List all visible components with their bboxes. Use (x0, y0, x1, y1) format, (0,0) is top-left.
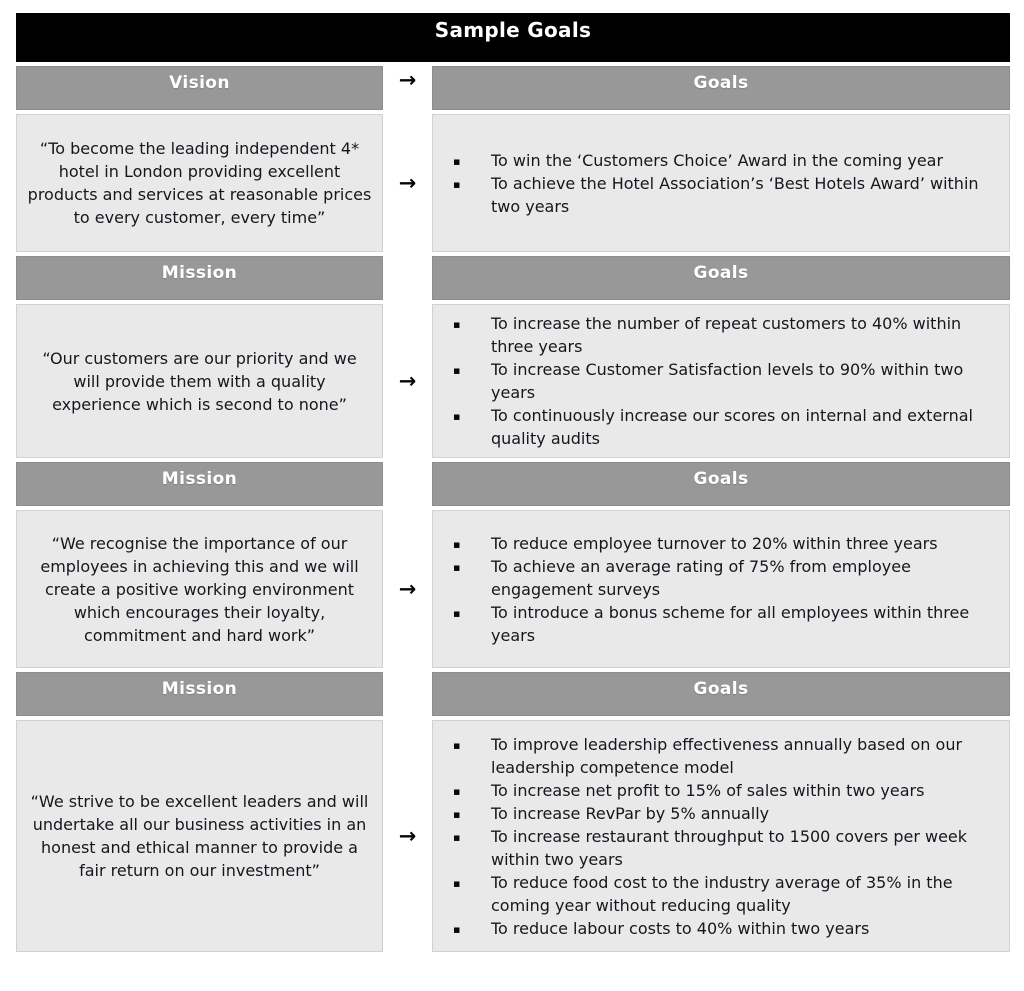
goal-item (433, 733, 1001, 779)
arrow-right-icon: → (398, 576, 417, 601)
goal-text: To reduce labour costs to 40% within two years (491, 918, 870, 938)
mission-header: Mission (16, 672, 383, 716)
bullet-icon: ▪ (453, 364, 461, 377)
goal-item (433, 312, 1001, 358)
mission-statement: “We strive to be excellent leaders and will undertake all our business activities in an honest and ethical manner to provide a fair return on our investment” (30, 792, 369, 880)
mission-statement: “We recognise the importance of our employees in achieving this and we will create a positive working environment which encourages their loyalty, commitment and hard work” (40, 533, 359, 645)
vision-header: Vision (16, 66, 383, 110)
bullet-icon: ▪ (453, 177, 461, 191)
sample-goals-document (16, 13, 1010, 952)
goals-header: Goals (432, 256, 1010, 300)
mission-statement: “Our customers are our priority and we will provide them with a quality experience which is second to none” (42, 348, 357, 414)
mission-statement-box (16, 510, 383, 668)
goal-item (433, 532, 1001, 555)
bullet-icon: ▪ (453, 154, 461, 168)
content-row-1 (16, 114, 1010, 252)
goal-item (433, 825, 1001, 871)
goal-item (433, 779, 1001, 802)
goal-text: To introduce a bonus scheme for all employees within three years (491, 602, 970, 645)
vision-statement-box (16, 114, 383, 252)
bullet-icon: ▪ (453, 876, 461, 890)
arrow-right-icon: → (398, 823, 417, 848)
goals-box (432, 720, 1010, 952)
goal-text: To achieve the Hotel Association’s ‘Best Hotels Award’ within two years (491, 173, 979, 216)
header-gap (383, 256, 432, 300)
goal-item (433, 172, 1001, 218)
arrow-cell (383, 304, 432, 458)
header-arrow-cell (383, 66, 432, 110)
goal-text: To increase RevPar by 5% annually (491, 803, 770, 823)
header-gap (383, 672, 432, 716)
bullet-icon: ▪ (453, 830, 461, 844)
bullet-icon: ▪ (453, 738, 461, 752)
arrow-right-icon: → (398, 68, 417, 92)
bullet-icon: ▪ (453, 784, 461, 798)
goals-list (433, 528, 1009, 651)
arrow-cell (383, 114, 432, 252)
goal-text: To achieve an average rating of 75% from employee engagement surveys (491, 556, 911, 599)
goals-header: Goals (432, 66, 1010, 110)
goals-box (432, 510, 1010, 668)
arrow-cell (383, 720, 432, 952)
goal-item (433, 358, 1001, 404)
goals-header: Goals (432, 462, 1010, 506)
goal-item (433, 917, 1001, 940)
bullet-icon: ▪ (453, 560, 461, 574)
goal-text: To improve leadership effectiveness annually based on our leadership competence model (491, 734, 963, 777)
bullet-icon: ▪ (453, 318, 461, 331)
goal-text: To reduce employee turnover to 20% within three years (491, 533, 938, 553)
content-row-4 (16, 720, 1010, 952)
goals-list (433, 308, 1009, 454)
goal-text: To continuously increase our scores on internal and external quality audits (491, 406, 973, 448)
goal-item (433, 149, 1001, 172)
arrow-cell (383, 510, 432, 668)
bullet-icon: ▪ (453, 606, 461, 620)
bullet-icon: ▪ (453, 807, 461, 821)
goal-text: To increase the number of repeat customers to 40% within three years (491, 314, 962, 356)
goal-item (433, 601, 1001, 647)
goal-text: To win the ‘Customers Choice’ Award in the coming year (491, 150, 944, 170)
goals-header: Goals (432, 672, 1010, 716)
goals-box (432, 114, 1010, 252)
goal-item (433, 404, 1001, 450)
header-row-1 (16, 66, 1010, 110)
content-row-2 (16, 304, 1010, 458)
goal-item (433, 871, 1001, 917)
header-gap (383, 462, 432, 506)
arrow-right-icon: → (398, 170, 417, 195)
goals-box (432, 304, 1010, 458)
mission-header: Mission (16, 462, 383, 506)
content-row-3 (16, 510, 1010, 668)
bullet-icon: ▪ (453, 922, 461, 936)
vision-statement: “To become the leading independent 4* hotel in London providing excellent products and services at reasonable prices to every customer, every time” (27, 139, 372, 227)
goal-text: To increase net profit to 15% of sales within two years (491, 780, 925, 800)
goals-list (433, 145, 1009, 222)
header-row-2 (16, 256, 1010, 300)
bullet-icon: ▪ (453, 537, 461, 551)
bullet-icon: ▪ (453, 410, 461, 423)
mission-header: Mission (16, 256, 383, 300)
goal-item (433, 555, 1001, 601)
goal-text: To reduce food cost to the industry average of 35% in the coming year without reducing quality (491, 872, 953, 915)
goal-item (433, 802, 1001, 825)
mission-statement-box (16, 304, 383, 458)
mission-statement-box (16, 720, 383, 952)
title-bar (16, 13, 1010, 62)
header-row-4 (16, 672, 1010, 716)
page-title: Sample Goals (434, 18, 592, 42)
arrow-right-icon: → (398, 368, 417, 393)
header-row-3 (16, 462, 1010, 506)
goals-list (433, 729, 1009, 944)
goal-text: To increase restaurant throughput to 1500 covers per week within two years (491, 826, 968, 869)
goal-text: To increase Customer Satisfaction levels to 90% within two years (491, 360, 964, 402)
